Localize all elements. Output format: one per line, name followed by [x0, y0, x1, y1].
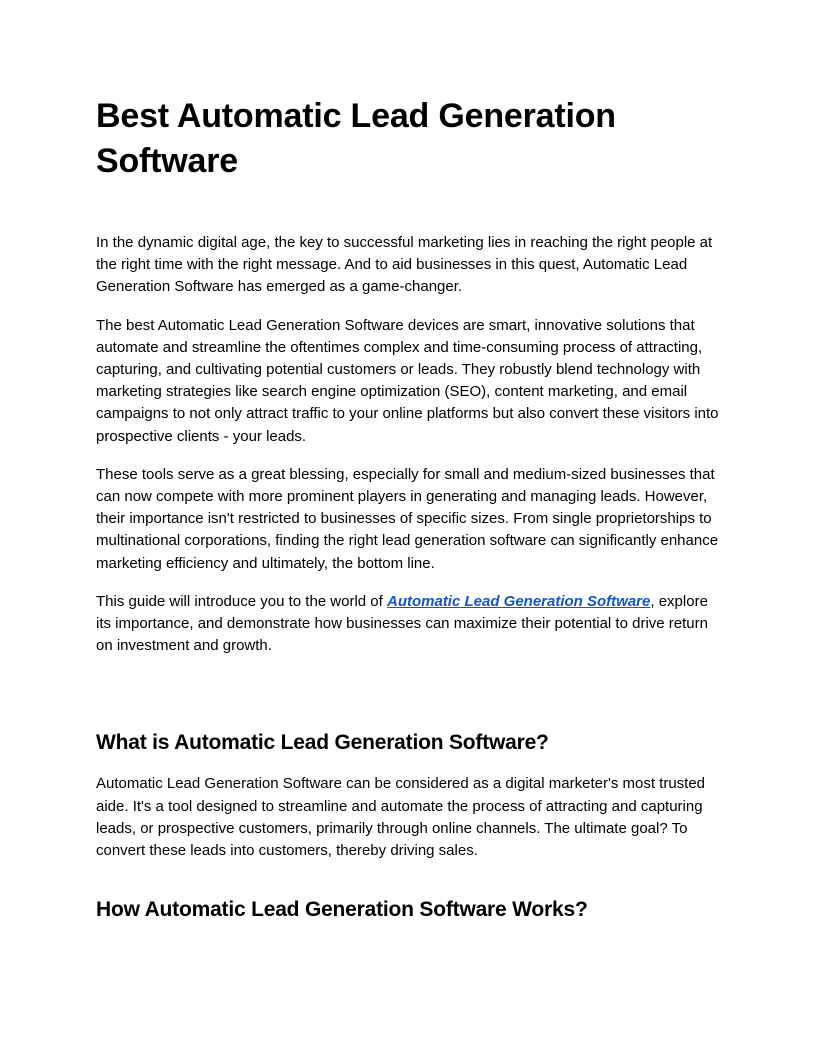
lead-generation-software-link[interactable]: Automatic Lead Generation Software [386, 592, 651, 610]
intro-paragraph-2: The best Automatic Lead Generation Software devices are smart, innovative solutions that automate and streamline the oftentimes complex and time-consuming process of attracting, capturing, and cultivating potential customers or leads. They robustly blend technology with marketing strategies like search engine optimization (SEO), content marketing, and email campaigns to not only attract traffic to your online platforms but also convert these visitors into prospective clients - your leads. [96, 316, 719, 445]
section-heading-what-is: What is Automatic Lead Generation Software? [96, 731, 549, 755]
intro-paragraph-1: In the dynamic digital age, the key to successful marketing lies in reaching the right people at the right time with the right message. And to aid businesses in this quest, Automatic Lead Generation Software has emerged as a game-changer. [96, 234, 713, 296]
guide-text-before-link: This guide will introduce you to the world of [96, 592, 387, 610]
section-what-is-paragraph: Automatic Lead Generation Software can be considered as a digital marketer's most trusted aide. It's a tool designed to streamline and automate the process of attracting and capturing leads, or prospective customers, primarily through online channels. The ultimate goal? To convert these leads into customers, thereby driving sales. [96, 775, 706, 860]
guide-paragraph [96, 591, 720, 658]
document-page [96, 94, 720, 924]
page-title: Best Automatic Lead Generation Software [96, 97, 616, 180]
section-heading-how-it-works: How Automatic Lead Generation Software Works? [96, 898, 588, 922]
guide-text-after-link: , explore its importance, and demonstrate how businesses can maximize their potential to drive return on investment and growth. [96, 592, 708, 655]
intro-paragraph-3: These tools serve as a great blessing, especially for small and medium-sized businesses that can now compete with more prominent players in generating and managing leads. However, their importance isn't restricted to businesses of specific sizes. From single proprietorships to multinational corporations, finding the right lead generation software can significantly enhance marketing efficiency and ultimately, the bottom line. [96, 465, 719, 572]
